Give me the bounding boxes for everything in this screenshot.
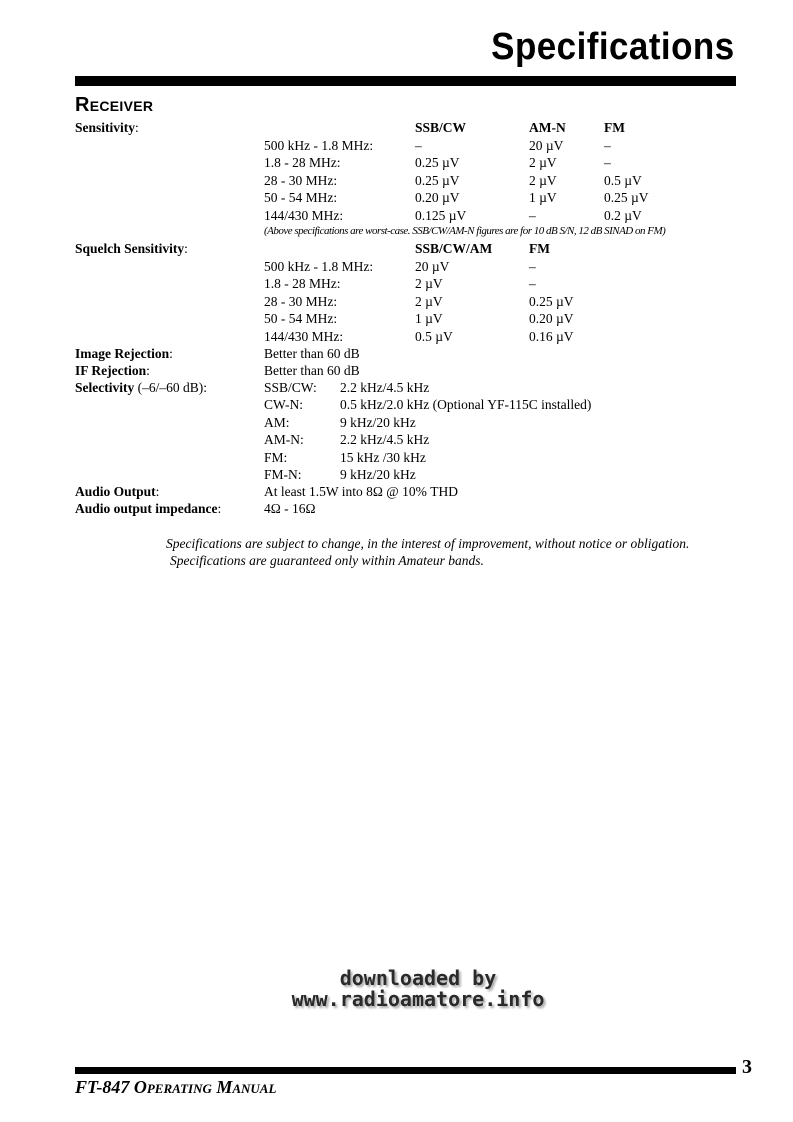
- sensitivity-header: SSB/CW: [415, 120, 467, 135]
- selectivity-mode: SSB/CW:: [264, 380, 317, 395]
- selectivity-mode: AM-N:: [264, 432, 304, 448]
- selectivity-value: 9 kHz/20 kHz: [340, 414, 416, 430]
- sensitivity-band: 500 kHz - 1.8 MHz:: [264, 138, 374, 153]
- squelch-value: –: [529, 259, 536, 274]
- squelch-value: 2 µV: [415, 293, 443, 309]
- selectivity-value: 2.2 kHz/4.5 kHz: [340, 432, 430, 448]
- selectivity-mode: AM:: [264, 414, 290, 430]
- squelch-label-text: Squelch Sensitivity: [75, 241, 185, 256]
- selectivity-value: 2.2 kHz/4.5 kHz: [340, 380, 430, 395]
- if-rejection-label-text: IF Rejection: [75, 363, 147, 378]
- squelch-value: 0.5 µV: [415, 328, 453, 344]
- sensitivity-value: 0.20 µV: [415, 190, 460, 206]
- audio-output-label-suffix: :: [155, 484, 160, 499]
- selectivity-value: 0.5 kHz/2.0 kHz (Optional YF-115C installed): [340, 397, 592, 413]
- footer-manual-title: FT-847 Operating Manual: [75, 1077, 277, 1097]
- squelch-label: [75, 241, 188, 257]
- image-rejection-label: [75, 346, 173, 362]
- sensitivity-value: 0.25 µV: [415, 155, 460, 171]
- selectivity-label-suffix: (–6/–60 dB):: [134, 380, 207, 395]
- squelch-value: 2 µV: [415, 276, 443, 292]
- page-title: Specifications: [491, 26, 735, 68]
- selectivity-value: 15 kHz /30 kHz: [340, 449, 426, 465]
- audio-impedance-label-suffix: :: [217, 501, 222, 516]
- sensitivity-note: (Above specifications are worst-case. SSB/CW/AM-N figures are for 10 dB S/N, 12 dB SINAD on FM): [264, 225, 666, 237]
- sensitivity-value: 0.5 µV: [604, 172, 642, 188]
- squelch-band: 500 kHz - 1.8 MHz:: [264, 259, 374, 274]
- sensitivity-band: 1.8 - 28 MHz:: [264, 155, 341, 171]
- squelch-header: FM: [529, 241, 550, 256]
- selectivity-mode: FM-N:: [264, 467, 302, 482]
- squelch-label-suffix: :: [184, 241, 188, 256]
- selectivity-mode: FM:: [264, 449, 288, 465]
- sensitivity-value: –: [529, 207, 536, 223]
- image-rejection-label-suffix: :: [169, 346, 173, 361]
- audio-output-label: [75, 484, 159, 500]
- if-rejection-value: Better than 60 dB: [264, 363, 360, 378]
- audio-output-label-text: Audio Output: [75, 484, 156, 499]
- audio-impedance-value: 4Ω - 16Ω: [264, 501, 316, 516]
- squelch-band: 1.8 - 28 MHz:: [264, 276, 341, 292]
- audio-output-value: At least 1.5W into 8Ω @ 10% THD: [264, 484, 458, 499]
- selectivity-label: [75, 380, 207, 396]
- sensitivity-value: 0.25 µV: [415, 172, 460, 188]
- selectivity-value: 9 kHz/20 kHz: [340, 467, 416, 482]
- footer-rule: [75, 1067, 736, 1074]
- disclaimer-line-2: Specifications are guaranteed only within Amateur bands.: [170, 553, 484, 568]
- sensitivity-value: 2 µV: [529, 155, 557, 171]
- squelch-value: 0.20 µV: [529, 311, 574, 327]
- sensitivity-value: –: [604, 138, 611, 153]
- header-rule: [75, 76, 736, 86]
- selectivity-label-text: Selectivity: [75, 380, 135, 395]
- disclaimer-line-1: Specifications are subject to change, in the interest of improvement, without notice or obligation.: [166, 536, 690, 551]
- image-rejection-value: Better than 60 dB: [264, 346, 360, 361]
- squelch-band: 144/430 MHz:: [264, 328, 344, 344]
- if-rejection-label: [75, 363, 150, 379]
- sensitivity-label-text: Sensitivity: [75, 120, 136, 135]
- sensitivity-band: 144/430 MHz:: [264, 207, 344, 223]
- sensitivity-band: 28 - 30 MHz:: [264, 172, 338, 188]
- sensitivity-value: 0.2 µV: [604, 207, 642, 223]
- squelch-value: 0.25 µV: [529, 293, 574, 309]
- sensitivity-label-suffix: :: [135, 120, 139, 135]
- squelch-value: 20 µV: [415, 259, 450, 274]
- audio-impedance-label: [75, 501, 221, 517]
- sensitivity-header: FM: [604, 120, 625, 135]
- squelch-band: 50 - 54 MHz:: [264, 311, 338, 327]
- squelch-band: 28 - 30 MHz:: [264, 293, 338, 309]
- sensitivity-value: 1 µV: [529, 190, 557, 206]
- selectivity-mode: CW-N:: [264, 397, 303, 413]
- image-rejection-label-text: Image Rejection: [75, 346, 170, 361]
- watermark-line-1: downloaded by: [339, 966, 497, 990]
- squelch-value: 0.16 µV: [529, 328, 574, 344]
- squelch-value: –: [529, 276, 536, 292]
- section-title: Receiver: [75, 94, 154, 116]
- sensitivity-value: 0.25 µV: [604, 190, 649, 206]
- squelch-header: SSB/CW/AM: [415, 241, 493, 256]
- page-number: 3: [742, 1056, 752, 1078]
- sensitivity-value: –: [415, 138, 422, 153]
- sensitivity-value: –: [604, 155, 611, 171]
- audio-impedance-label-text: Audio output impedance: [75, 501, 218, 516]
- sensitivity-label: [75, 120, 139, 136]
- squelch-value: 1 µV: [415, 311, 443, 327]
- sensitivity-band: 50 - 54 MHz:: [264, 190, 338, 206]
- sensitivity-value: 20 µV: [529, 138, 564, 153]
- sensitivity-value: 2 µV: [529, 172, 557, 188]
- sensitivity-header: AM-N: [529, 120, 566, 135]
- if-rejection-label-suffix: :: [146, 363, 150, 378]
- download-watermark: [273, 968, 563, 1010]
- watermark-line-2: www.radioamatore.info: [291, 987, 545, 1011]
- sensitivity-value: 0.125 µV: [415, 207, 467, 223]
